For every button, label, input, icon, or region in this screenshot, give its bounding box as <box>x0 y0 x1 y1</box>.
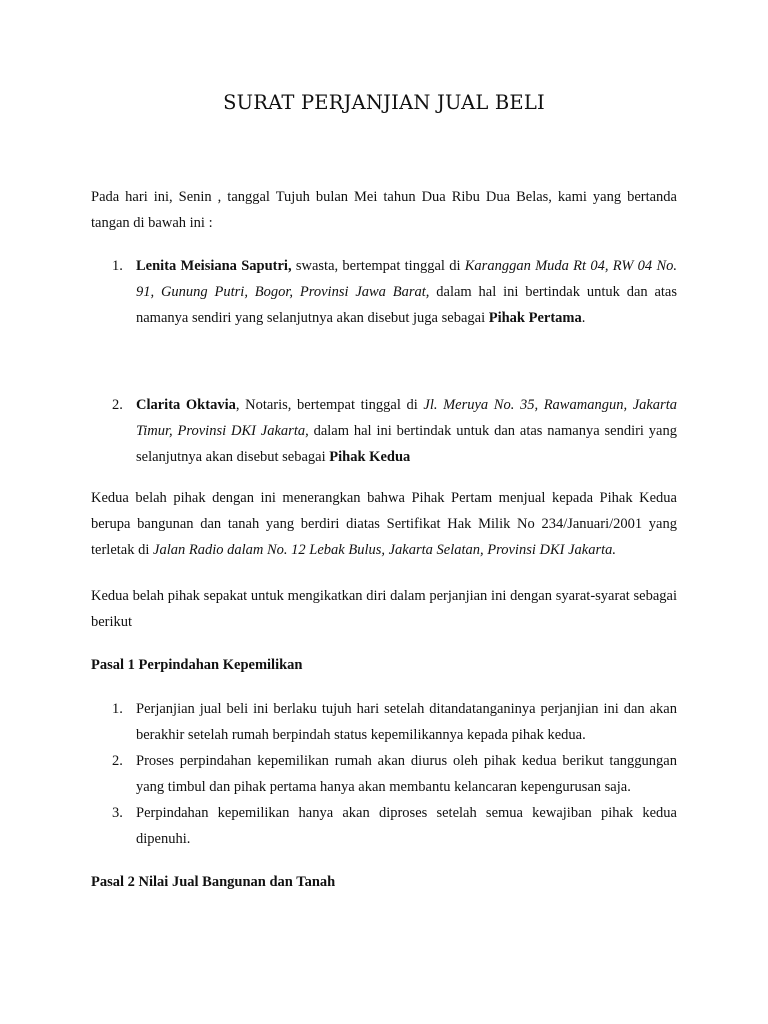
agreement-paragraph: Kedua belah pihak sepakat untuk mengikatkan diri dalam perjanjian ini dengan syarat-syarat sebagai berikut <box>91 588 677 630</box>
statement-location: Jalan Radio dalam No. 12 Lebak Bulus, Jakarta Selatan, Provinsi DKI Jakarta. <box>153 542 617 558</box>
party-1-address: Karanggan Muda Rt 04, RW 04 No. 91, Gunung Putri, Bogor, Provinsi Jawa Barat, <box>136 258 678 300</box>
party-1-text: swasta, bertempat tinggal di <box>291 258 465 274</box>
party-1-text-2: dalam hal ini bertindak untuk dan atas namanya sendiri yang selanjutnya akan disebut juga sebagai <box>136 284 678 326</box>
party-1-role: Pihak Pertama <box>488 310 582 326</box>
pasal-1-item-3-number: 3. <box>112 805 123 821</box>
pasal-1-item-2-number: 2. <box>112 753 123 769</box>
party-2-name: Clarita Oktavia <box>136 397 236 413</box>
party-1-number: 1. <box>112 258 123 274</box>
document-title: SURAT PERJANJIAN JUAL BELI <box>223 91 545 114</box>
pasal-1-item-2: Proses perpindahan kepemilikan rumah akan diurus oleh pihak kedua berikut tanggungan yang timbul dan pihak pertama hanya akan membantu kelancaran kepengurusan saja. <box>136 753 677 795</box>
party-2-text-2: , dalam hal ini bertindak untuk dan atas namanya sendiri yang selanjutnya akan disebut sebagai <box>136 423 677 465</box>
pasal-1-item-3: Perpindahan kepemilikan hanya akan diproses setelah semua kewajiban pihak kedua dipenuhi. <box>136 805 677 847</box>
pasal-1-item-1: Perjanjian jual beli ini berlaku tujuh hari setelah ditandatanganinya perjanjian ini dan akan berakhir setelah rumah berpindah status kepemilikannya kepada pihak kedua. <box>136 701 677 743</box>
party-2-address: Jl. Meruya No. 35, Rawamangun, Jakarta Timur, Provinsi DKI Jakarta <box>136 397 677 439</box>
party-1-end: . <box>581 310 586 326</box>
party-2-text: , Notaris, bertempat tinggal di <box>235 397 424 413</box>
pasal-1-item-1-number: 1. <box>112 701 123 717</box>
statement-paragraph <box>91 485 677 563</box>
pasal-2-heading: Pasal 2 Nilai Jual Bangunan dan Tanah <box>91 874 336 890</box>
pasal-1-heading: Pasal 1 Perpindahan Kepemilikan <box>91 657 303 673</box>
party-2-paragraph <box>136 392 677 470</box>
party-1-paragraph <box>136 253 677 331</box>
party-2-number: 2. <box>112 397 123 413</box>
party-2-role: Pihak Kedua <box>329 449 411 465</box>
intro-paragraph: Pada hari ini, Senin , tanggal Tujuh bulan Mei tahun Dua Ribu Dua Belas, kami yang bertanda tangan di bawah ini : <box>91 189 677 231</box>
statement-text: Kedua belah pihak dengan ini menerangkan bahwa Pihak Pertam menjual kepada Pihak Kedua berupa bangunan dan tanah yang berdiri diatas Sertifikat Hak Milik No 234/Januari/2001 yang terletak di <box>91 490 677 558</box>
party-1-name: Lenita Meisiana Saputri, <box>136 258 292 274</box>
